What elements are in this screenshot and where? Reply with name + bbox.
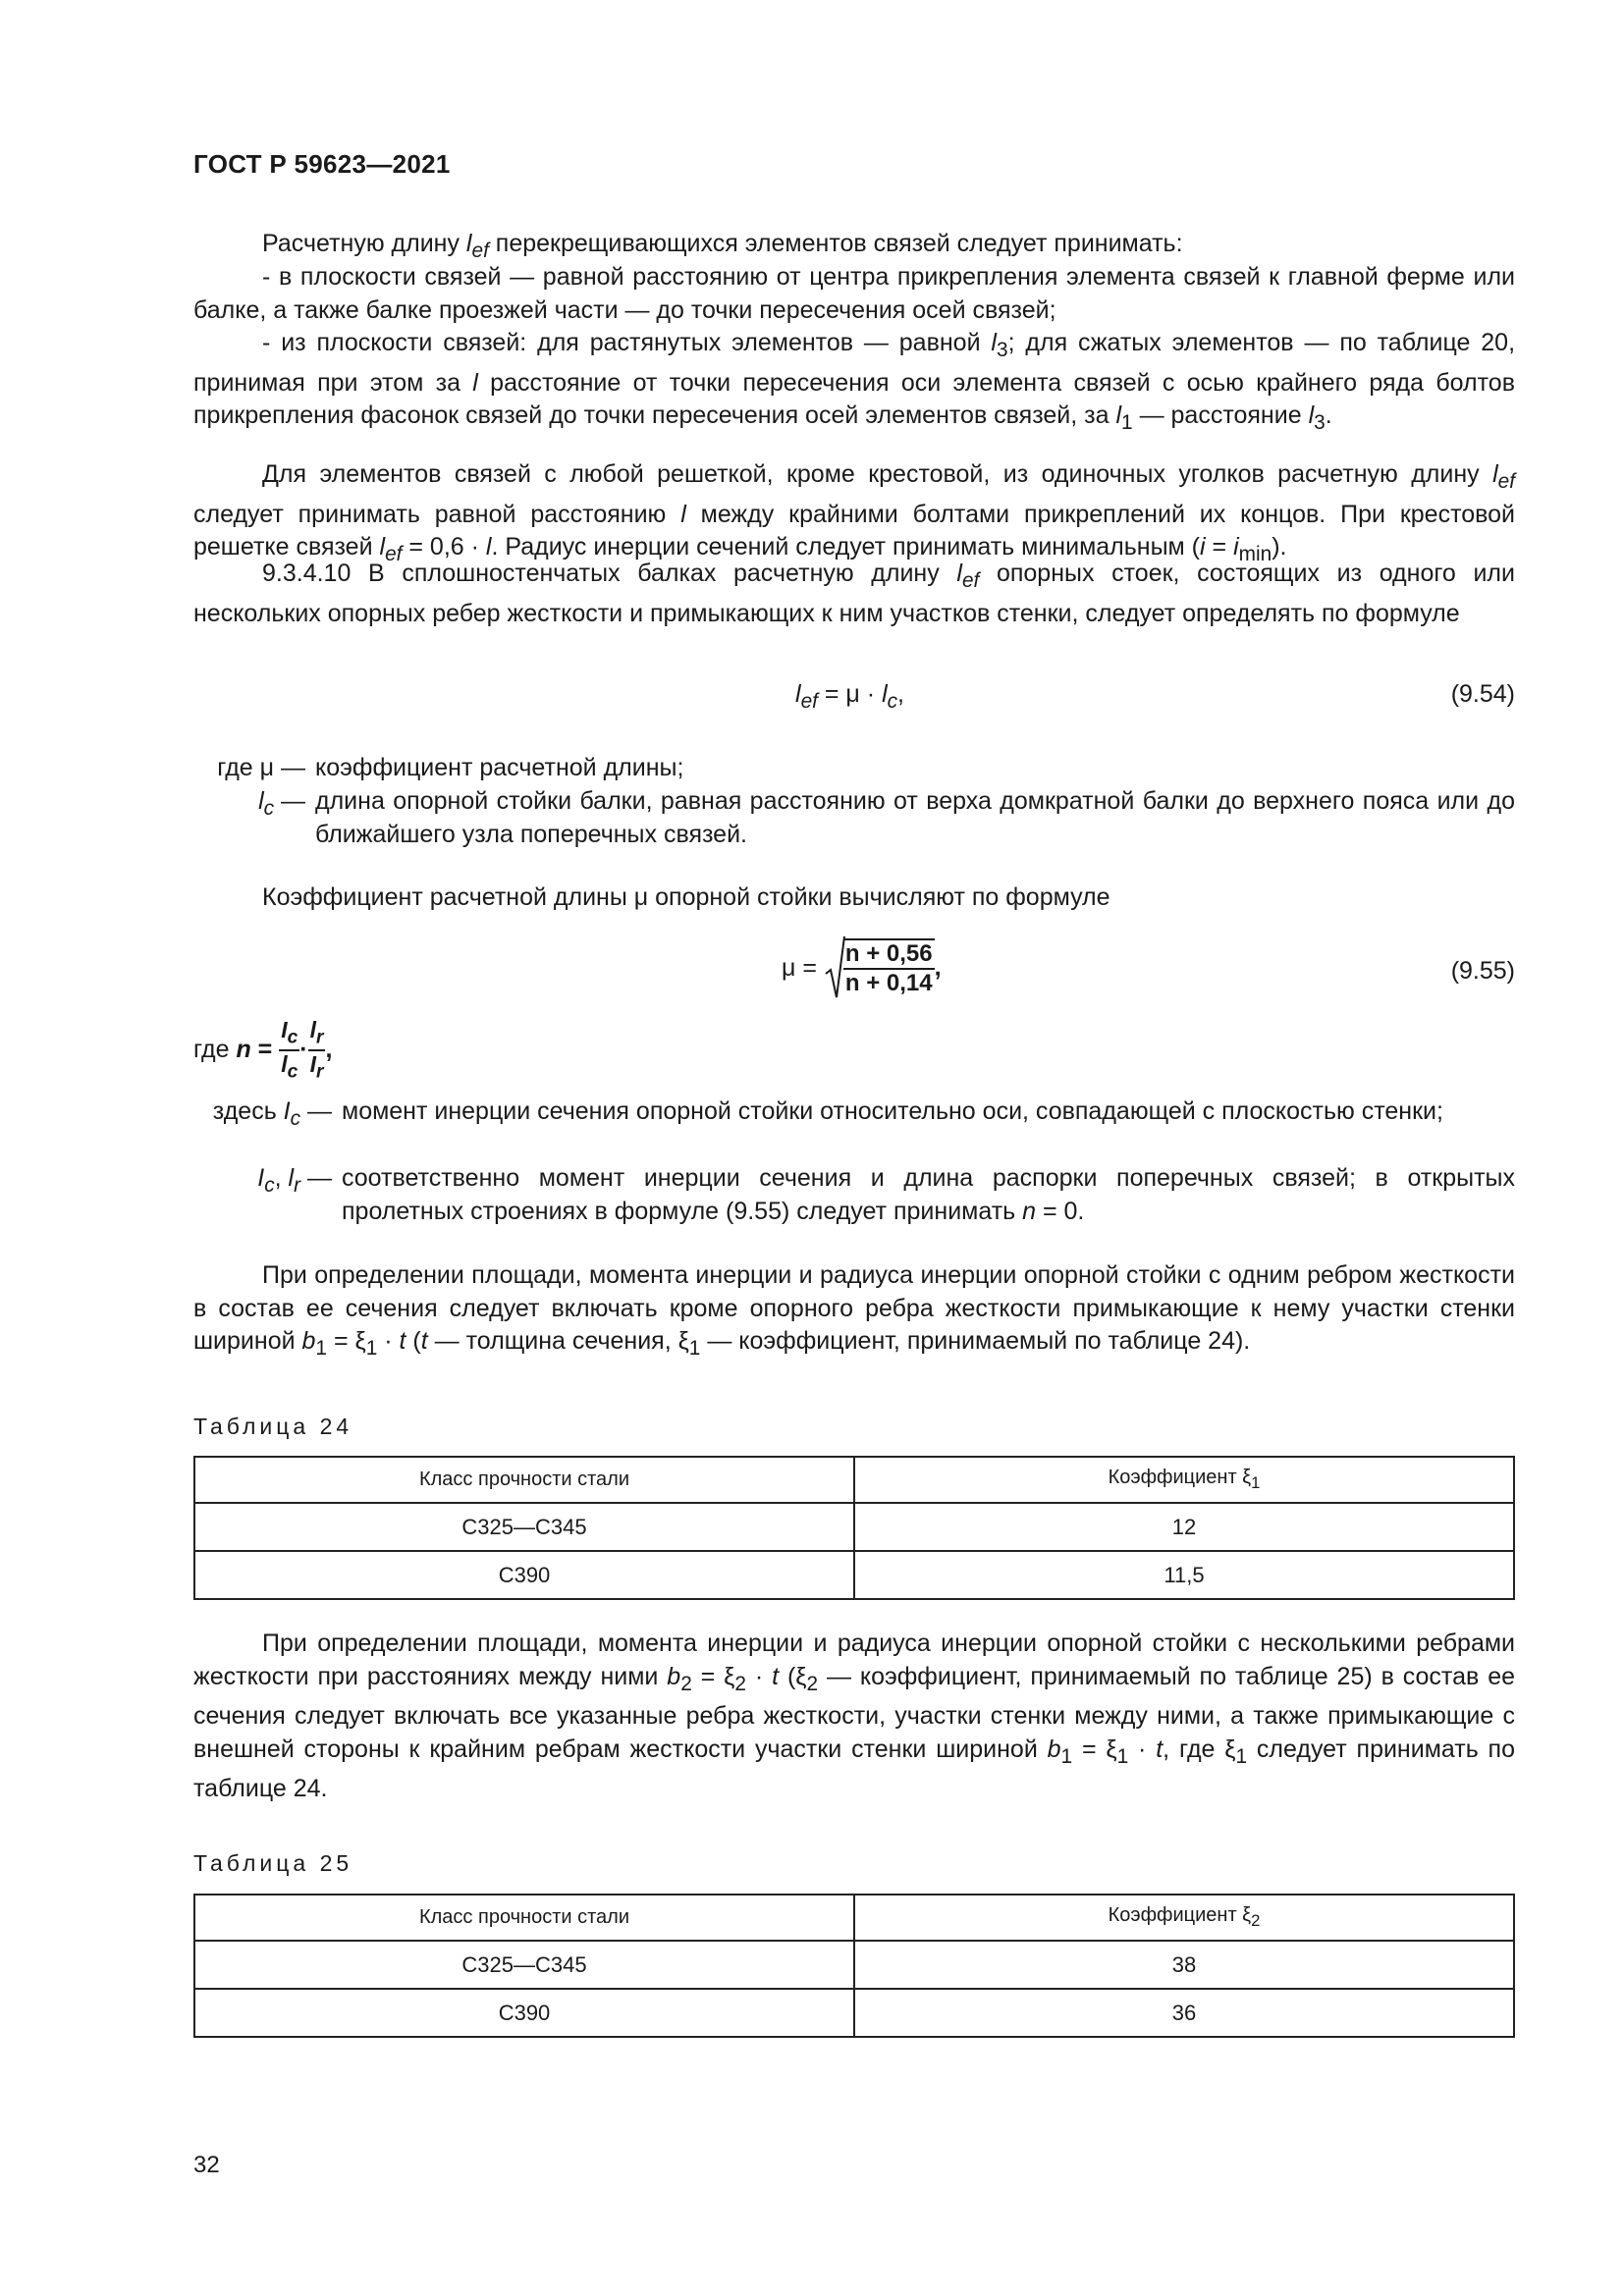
symbol: I xyxy=(281,1017,288,1042)
symbol: b xyxy=(667,1662,681,1690)
text: · xyxy=(299,1036,308,1064)
text: = 0,6 · xyxy=(402,533,486,561)
text: (ξ xyxy=(779,1662,807,1690)
symbol: l xyxy=(1115,401,1122,429)
text: — коэффициент, принимаемый по таблице 25) в состав ее сечения следует включать все указанные ребра жесткости, участки стенки между ними, а также примыкающие с внешней стороны к крайним ребрам жесткости участки стенки шириной xyxy=(193,1662,1515,1763)
text: , xyxy=(325,1036,333,1064)
text: . xyxy=(1325,401,1332,429)
table-header-row xyxy=(194,1457,1514,1503)
denominator: n + 0,14 xyxy=(844,970,933,996)
subscript: ef xyxy=(800,690,818,713)
fraction xyxy=(308,1017,326,1083)
subscript: c xyxy=(290,1107,301,1130)
text: опорных стоек, состоящих из одного или нескольких опорных ребер жесткости и примыкающих к ним участков стенки, следует определять по формуле xyxy=(193,560,1515,627)
column-header-coefficient xyxy=(854,1895,1514,1941)
subscript: c xyxy=(264,1174,275,1197)
paragraph-mu-formula-intro xyxy=(193,881,1515,915)
table-cell: 11,5 xyxy=(854,1551,1514,1599)
table-row xyxy=(194,1503,1514,1551)
subscript: ef xyxy=(385,543,403,565)
table-cell: С390 xyxy=(194,1551,854,1599)
text: · xyxy=(1128,1735,1157,1763)
symbol: b xyxy=(301,1327,316,1355)
table-row xyxy=(194,1551,1514,1599)
definition-term xyxy=(193,785,305,826)
text: = μ · xyxy=(817,680,883,708)
symbol: I xyxy=(257,1164,265,1192)
text: соответственно момент инерции сечения и длина распорки поперечных связей; в открытых пролетных строениях в формуле (9.55) следует принимать xyxy=(342,1164,1515,1225)
table-cell: 38 xyxy=(854,1941,1514,1989)
paragraph-single-rib xyxy=(193,1259,1515,1365)
text: Расчетную длину xyxy=(262,230,466,257)
text: , xyxy=(897,680,904,708)
table-row xyxy=(194,1989,1514,2037)
subscript: 3 xyxy=(1314,411,1326,434)
symbol: I xyxy=(309,1050,316,1077)
text: следует принимать равной расстоянию xyxy=(193,500,681,528)
text: следует принимать по таблице 24. xyxy=(193,1735,1516,1802)
subscript: 1 xyxy=(1116,1744,1129,1768)
text: — xyxy=(300,1164,332,1192)
symbol: l xyxy=(991,329,997,356)
definition-term xyxy=(193,1162,332,1202)
document-header: ГОСТ Р 59623—2021 xyxy=(193,149,451,179)
symbol: l xyxy=(379,533,386,561)
table-25-caption: Таблица 25 xyxy=(193,1850,353,1876)
subscript: min xyxy=(1238,543,1272,565)
subscript: r xyxy=(315,1027,324,1048)
text: · xyxy=(377,1327,400,1355)
paragraph-multiple-ribs xyxy=(193,1628,1515,1806)
subscript: ef xyxy=(471,240,489,262)
subscript: c xyxy=(287,1061,298,1083)
text: = xyxy=(250,1036,280,1064)
table-cell: С390 xyxy=(194,1989,854,2037)
subscript: c xyxy=(887,690,898,713)
text: ( xyxy=(406,1327,421,1355)
subscript: ef xyxy=(1497,470,1515,493)
symbol: i xyxy=(1200,533,1206,561)
definition-term: где μ — xyxy=(217,754,305,781)
text: . Радиус инерции сечений следует принимать минимальным ( xyxy=(491,533,1201,561)
text: — расстояние xyxy=(1132,401,1309,429)
symbol: l xyxy=(309,1017,316,1042)
symbol: l xyxy=(485,533,492,561)
text: = ξ xyxy=(327,1327,366,1355)
symbol: l xyxy=(882,680,888,708)
definition-lc xyxy=(193,785,1515,852)
subscript: ef xyxy=(961,569,980,592)
symbol: n xyxy=(236,1036,251,1064)
symbol: i xyxy=(1233,533,1239,561)
text: перекрещивающихся элементов связей следует принимать: xyxy=(488,230,1183,257)
text: - в плоскости связей — равной расстоянию от центра прикрепления элемента связей к главной ферме или балке, а также балке проезжей части — до точки пересечения осей связей; xyxy=(193,263,1515,324)
text: Коэффициент расчетной длины μ опорной стойки вычисляют по формуле xyxy=(262,883,1110,911)
fraction xyxy=(279,1017,299,1083)
symbol: I xyxy=(283,1097,291,1125)
table-cell: С325—С345 xyxy=(194,1941,854,1989)
subscript: 3 xyxy=(996,339,1008,361)
definition-mu xyxy=(193,752,1515,785)
table-cell: С325—С345 xyxy=(194,1503,854,1551)
symbol: l xyxy=(1308,401,1315,429)
symbol: l xyxy=(680,500,686,528)
table-24-caption: Таблица 24 xyxy=(193,1414,353,1439)
symbol: n xyxy=(1022,1197,1037,1225)
symbol: l xyxy=(956,560,962,587)
mu-symbol: μ = xyxy=(782,953,817,982)
paragraph-single-angles xyxy=(193,458,1515,571)
symbol: t xyxy=(399,1327,406,1355)
subscript: r xyxy=(294,1174,301,1197)
table-24 xyxy=(193,1456,1515,1600)
list-item-in-plane xyxy=(193,261,1515,327)
list-item-out-of-plane xyxy=(193,327,1515,440)
symbol: l xyxy=(288,1164,295,1192)
text: = xyxy=(1205,533,1234,561)
text: , где ξ xyxy=(1163,1735,1236,1763)
subscript: 1 xyxy=(1251,1473,1261,1492)
subscript: c xyxy=(263,797,275,820)
symbol: l xyxy=(1492,460,1498,488)
paragraph-9-3-4-10 xyxy=(193,558,1515,630)
text: где xyxy=(193,1036,237,1064)
definition-text: коэффициент расчетной длины; xyxy=(315,754,684,781)
radical-sign-icon xyxy=(824,934,845,1001)
text: = ξ xyxy=(1072,1735,1117,1763)
page-number: 32 xyxy=(193,2152,220,2178)
equation-9-54 xyxy=(795,680,904,714)
subscript: 1 xyxy=(1235,1744,1248,1768)
text: , xyxy=(934,953,942,982)
text: Коэффициент ξ xyxy=(1108,1904,1252,1926)
text: - из плоскости связей: для растянутых элементов — равной xyxy=(262,329,992,356)
symbol: t xyxy=(1156,1735,1164,1763)
symbol: t xyxy=(420,1327,428,1355)
radical-fraction xyxy=(843,938,935,997)
definition-ic xyxy=(193,1095,1515,1162)
text: — xyxy=(274,787,305,815)
text: = ξ xyxy=(691,1662,735,1690)
equation-number: (9.54) xyxy=(1450,680,1515,708)
definition-term xyxy=(193,1095,332,1136)
text: здесь xyxy=(212,1097,284,1125)
definition-text: момент инерции сечения опорной стойки относительно оси, совпадающей с плоскостью стенки; xyxy=(342,1097,1443,1125)
text: между крайними болтами прикреплений их концов. При крестовой решетке связей xyxy=(193,500,1516,561)
text: Коэффициент ξ xyxy=(1108,1467,1252,1488)
symbol: b xyxy=(1047,1735,1061,1763)
text: При определении площади, момента инерции и радиуса инерции опорной стойки с одним ребром жесткости в состав ее сечения следует включать кроме опорного ребра жесткости примыкающие к нему участки стенки шириной xyxy=(193,1261,1515,1355)
definition-text xyxy=(342,1162,1515,1228)
definition-n xyxy=(193,1017,332,1088)
equation-number: (9.55) xyxy=(1450,957,1515,985)
subscript: 1 xyxy=(1060,1744,1073,1768)
symbol: l xyxy=(281,1050,288,1077)
text: — толщина сечения, ξ xyxy=(427,1327,689,1355)
text: При определении площади, момента инерции и радиуса инерции опорной стойки с несколькими ребрами жесткости при расстояниях между ними xyxy=(193,1629,1515,1690)
table-header-row xyxy=(194,1895,1514,1941)
definition-ic-lr xyxy=(193,1162,1515,1229)
table-cell: 36 xyxy=(854,1989,1514,2037)
text: ; для сжатых элементов — по таблице 20, принимая при этом за xyxy=(193,329,1516,397)
column-header-steel-class: Класс прочности стали xyxy=(194,1457,854,1503)
text: — коэффициент, принимаемый по таблице 24). xyxy=(700,1327,1251,1355)
table-cell: 12 xyxy=(854,1503,1514,1551)
text: Для элементов связей с любой решеткой, кроме крестовой, из одиночных уголков расчетную длину xyxy=(262,460,1493,488)
text: · xyxy=(745,1662,773,1690)
symbol: l xyxy=(465,230,472,257)
text: , xyxy=(274,1164,289,1192)
text: 9.3.4.10 В сплошностенчатых балках расчетную длину xyxy=(262,560,957,587)
subscript: 2 xyxy=(734,1672,746,1695)
subscript: 1 xyxy=(365,1337,378,1360)
symbol: l xyxy=(258,787,264,815)
equation-9-55 xyxy=(782,934,942,1003)
column-header-steel-class: Класс прочности стали xyxy=(194,1895,854,1941)
definition-text: длина опорной стойки балки, равная расстоянию от верха домкратной балки до верхнего пояса или до ближайшего узла поперечных связей. xyxy=(315,787,1515,848)
subscript: 2 xyxy=(1251,1911,1261,1930)
subscript: 2 xyxy=(806,1672,819,1695)
text: — xyxy=(300,1097,332,1125)
subscript: 1 xyxy=(688,1337,701,1360)
subscript: 1 xyxy=(315,1337,328,1360)
text: расстояние от точки пересечения оси элемента связей с осью крайнего ряда болтов прикрепления фасонок связей до точки пересечения осей элементов связей, за xyxy=(193,368,1515,429)
table-25 xyxy=(193,1894,1515,2038)
numerator: n + 0,56 xyxy=(843,940,935,970)
text: = 0. xyxy=(1036,1197,1085,1225)
subscript: 1 xyxy=(1121,411,1133,434)
subscript: r xyxy=(315,1061,324,1083)
table-row xyxy=(194,1941,1514,1989)
column-header-coefficient xyxy=(854,1457,1514,1503)
subscript: c xyxy=(287,1027,298,1048)
symbol: t xyxy=(772,1662,780,1690)
text: ). xyxy=(1272,533,1287,561)
subscript: 2 xyxy=(680,1672,692,1695)
symbol: l xyxy=(472,368,478,397)
symbol: l xyxy=(795,680,801,708)
